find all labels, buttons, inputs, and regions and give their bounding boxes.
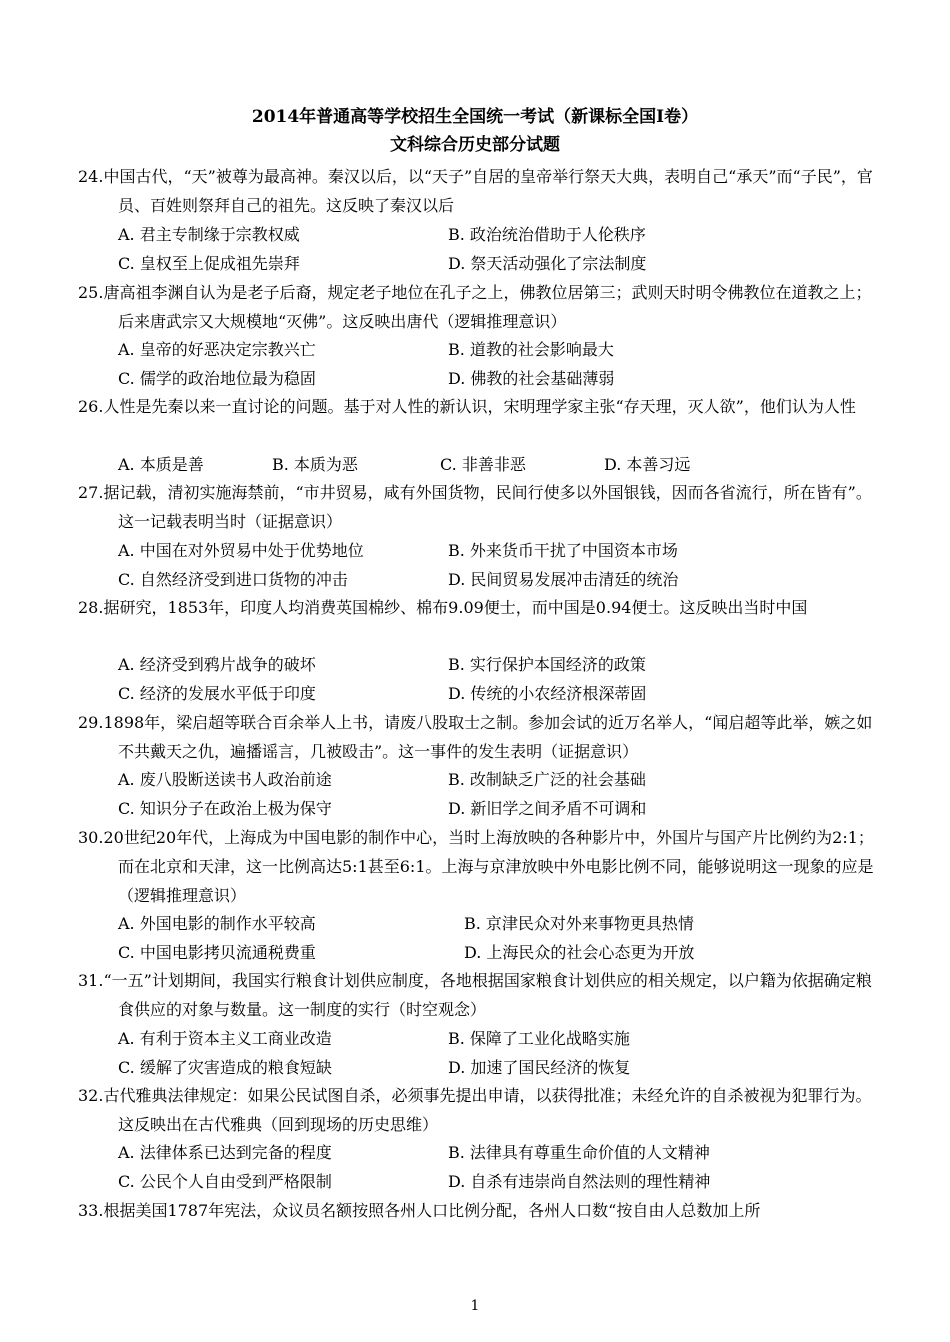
- question-text: 唐高祖李渊自认为是老子后裔，规定老子地位在孔子之上，佛教位居第三；武则天时明令佛教位在道教之上；后来唐武宗又大规模地“灭佛”。这反映出唐代（逻辑推理意识）: [103, 283, 872, 331]
- option-b: B. 京津民众对外来事物更具热情: [464, 914, 694, 933]
- option-d: D. 本善习远: [604, 455, 691, 474]
- question-stem: [78, 708, 878, 766]
- question-number: 33.: [78, 1201, 104, 1220]
- option-a: A. 有利于资本主义工商业改造: [118, 1029, 332, 1048]
- option-c: C. 自然经济受到进口货物的冲击: [118, 570, 348, 589]
- option-a: A. 本质是善: [118, 455, 204, 474]
- option-a: A. 外国电影的制作水平较高: [118, 914, 316, 933]
- option-a: A. 经济受到鸦片战争的破坏: [118, 655, 316, 674]
- question-text: 古代雅典法律规定：如果公民试图自杀，必须事先提出申请，以获得批准；未经允许的自杀被视为犯罪行为。这反映出在古代雅典（回到现场的历史思维）: [103, 1086, 872, 1134]
- question-text: 1898年，梁启超等联合百余举人上书，请废八股取士之制。参加会试的近万名举人，“闻启超等此举，嫉之如不共戴天之仇，遍播谣言，几被殴击”。这一事件的发生表明（证据意识）: [103, 713, 873, 761]
- option-b: B. 政治统治借助于人伦秩序: [448, 225, 646, 244]
- option-c: C. 缓解了灾害造成的粮食短缺: [118, 1058, 332, 1077]
- question-text: 人性是先秦以来一直讨论的问题。基于对人性的新认识，宋明理学家主张“存天理，灭人欲”，他们认为人性: [103, 397, 856, 416]
- page-number: 1: [470, 1298, 480, 1314]
- option-b: B. 法律具有尊重生命价值的人文精神: [448, 1143, 710, 1162]
- option-a: A. 废八股断送读书人政治前途: [118, 770, 332, 789]
- option-d: D. 上海民众的社会心态更为开放: [464, 943, 695, 962]
- question-text: 20世纪20年代，上海成为中国电影的制作中心，当时上海放映的各种影片中，外国片与国产片比例约为2:1；而在北京和天津，这一比例高达5:1甚至6:1。上海与京津放映中外电影比例不同，能够说明这一现象的应是（逻辑推理意识）: [103, 828, 874, 905]
- question-text: 据研究，1853年，印度人均消费英国棉纱、棉布9.09便士，而中国是0.94便士。这反映出当时中国: [103, 598, 808, 617]
- option-c: C. 经济的发展水平低于印度: [118, 684, 316, 703]
- question-number: 30.: [78, 828, 104, 847]
- question-stem: [78, 823, 878, 910]
- option-c: C. 公民个人自由受到严格限制: [118, 1172, 332, 1191]
- option-d: D. 佛教的社会基础薄弱: [448, 369, 615, 388]
- question-stem: [78, 1196, 878, 1225]
- option-a: A. 中国在对外贸易中处于优势地位: [118, 541, 364, 560]
- question-text: “一五”计划期间，我国实行粮食计划供应制度，各地根据国家粮食计划供应的相关规定，以户籍为依据确定粮食供应的对象与数量。这一制度的实行（时空观念）: [103, 971, 872, 1019]
- question-stem: [78, 278, 878, 336]
- question-number: 28.: [78, 598, 104, 617]
- option-d: D. 传统的小农经济根深蒂固: [448, 684, 647, 703]
- option-a: A. 君主专制缘于宗教权威: [118, 225, 300, 244]
- option-c: C. 非善非恶: [440, 455, 526, 474]
- question-number: 27.: [78, 483, 104, 502]
- option-b: B. 实行保护本国经济的政策: [448, 655, 646, 674]
- option-b: B. 保障了工业化战略实施: [448, 1029, 630, 1048]
- exam-title: 2014年普通高等学校招生全国统一考试（新课标全国Ⅰ卷）: [251, 107, 699, 127]
- option-c: C. 知识分子在政治上极为保守: [118, 799, 332, 818]
- option-b: B. 本质为恶: [272, 455, 358, 474]
- option-c: C. 中国电影拷贝流通税费重: [118, 943, 316, 962]
- option-d: D. 自杀有违崇尚自然法则的理性精神: [448, 1172, 711, 1191]
- question-stem: [78, 593, 878, 622]
- question-stem: [78, 392, 878, 421]
- question-number: 29.: [78, 713, 104, 732]
- question-text: 根据美国1787年宪法，众议员名额按照各州人口比例分配，各州人口数“按自由人总数加上所: [103, 1201, 761, 1220]
- question-number: 31.: [78, 971, 104, 990]
- question-number: 26.: [78, 397, 104, 416]
- option-c: C. 皇权至上促成祖先崇拜: [118, 254, 300, 273]
- option-c: C. 儒学的政治地位最为稳固: [118, 369, 316, 388]
- question-stem: [78, 1081, 878, 1139]
- option-a: A. 皇帝的好恶决定宗教兴亡: [118, 340, 316, 359]
- question-number: 24.: [78, 167, 104, 186]
- question-number: 32.: [78, 1086, 104, 1105]
- option-d: D. 加速了国民经济的恢复: [448, 1058, 631, 1077]
- option-d: D. 祭天活动强化了宗法制度: [448, 254, 647, 273]
- question-text: 中国古代，“天”被尊为最高神。秦汉以后，以“天子”自居的皇帝举行祭天大典，表明自己“承天”而“子民”，官员、百姓则祭拜自己的祖先。这反映了秦汉以后: [103, 167, 873, 215]
- question-number: 25.: [78, 283, 104, 302]
- question-stem: [78, 966, 878, 1024]
- option-b: B. 外来货币干扰了中国资本市场: [448, 541, 678, 560]
- option-d: D. 新旧学之间矛盾不可调和: [448, 799, 647, 818]
- option-b: B. 改制缺乏广泛的社会基础: [448, 770, 646, 789]
- question-stem: [78, 478, 878, 536]
- option-a: A. 法律体系已达到完备的程度: [118, 1143, 332, 1162]
- option-b: B. 道教的社会影响最大: [448, 340, 614, 359]
- question-text: 据记载，清初实施海禁前，“市井贸易，咸有外国货物，民间行使多以外国银钱，因而各省流行，所在皆有”。这一记载表明当时（证据意识）: [103, 483, 872, 531]
- exam-subtitle: 文科综合历史部分试题: [390, 135, 560, 155]
- option-d: D. 民间贸易发展冲击清廷的统治: [448, 570, 679, 589]
- question-stem: [78, 162, 878, 220]
